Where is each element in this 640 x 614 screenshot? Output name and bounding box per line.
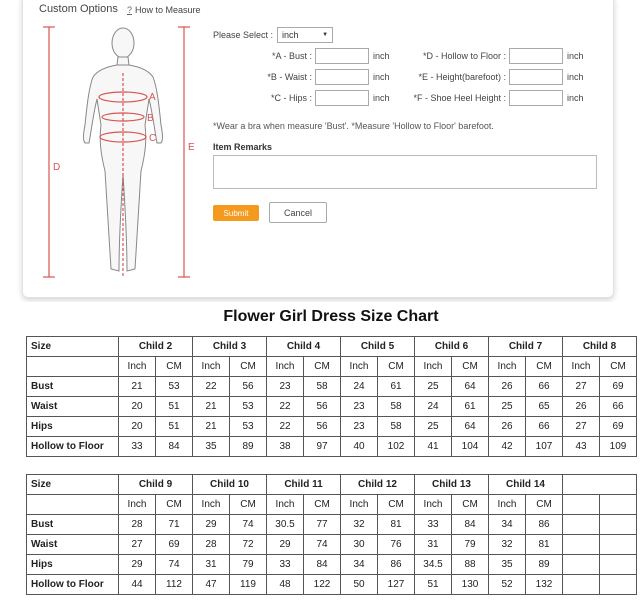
cm-header: CM [304, 495, 341, 515]
cm-header: CM [526, 495, 563, 515]
inch-value: 20 [119, 417, 156, 437]
chevron-down-icon: ▼ [322, 32, 329, 38]
hollow-to-floor-input[interactable] [509, 48, 563, 64]
cm-value: 58 [304, 377, 341, 397]
size-chart-title: Flower Girl Dress Size Chart [223, 308, 439, 325]
table-row [27, 575, 637, 595]
inch-value: 43 [563, 437, 600, 457]
size-name: Child 12 [341, 475, 415, 495]
how-to-measure-link[interactable] [127, 5, 201, 15]
inch-value: 28 [193, 535, 230, 555]
shoe-heel-input[interactable] [509, 90, 563, 106]
shoe-heel-measurement [397, 90, 584, 106]
size-label: Size [27, 475, 119, 495]
inch-value: 26 [563, 397, 600, 417]
size-name: Child 4 [267, 337, 341, 357]
inch-value: 25 [489, 397, 526, 417]
hips-unit: inch [373, 93, 390, 103]
inch-value: 35 [193, 437, 230, 457]
bust-label: *A - Bust : [271, 51, 312, 61]
unit-select-value: inch [282, 30, 299, 40]
hips-measurement [259, 90, 390, 106]
select-label: Please Select : [213, 30, 274, 40]
inch-value: 33 [415, 515, 452, 535]
cm-value: 84 [452, 515, 489, 535]
cm-header: CM [452, 495, 489, 515]
shoe-heel-label: *F - Shoe Heel Height : [413, 93, 506, 103]
cm-value: 61 [378, 377, 415, 397]
inch-value: 29 [193, 515, 230, 535]
cm-value: 51 [156, 397, 193, 417]
inch-header: Inch [341, 357, 378, 377]
custom-options-panel [22, 0, 614, 298]
inch-value: 47 [193, 575, 230, 595]
size-name: Child 7 [489, 337, 563, 357]
cm-value: 58 [378, 397, 415, 417]
size-table-2 [26, 474, 637, 595]
cm-value: 66 [526, 417, 563, 437]
cm-value: 69 [156, 535, 193, 555]
inch-value: 25 [415, 377, 452, 397]
inch-value: 31 [415, 535, 452, 555]
empty-cell [563, 495, 600, 515]
inch-value: 30 [341, 535, 378, 555]
inch-value: 20 [119, 397, 156, 417]
empty-cell [600, 575, 637, 595]
height-label: *E - Height(barefoot) : [418, 72, 506, 82]
size-name: Child 8 [563, 337, 637, 357]
cm-value: 97 [304, 437, 341, 457]
inch-value: 28 [119, 515, 156, 535]
inch-value: 26 [489, 417, 526, 437]
height-input[interactable] [509, 69, 563, 85]
row-label: Bust [27, 377, 119, 397]
inch-value: 33 [119, 437, 156, 457]
empty-cell [27, 357, 119, 377]
row-label: Bust [27, 515, 119, 535]
cancel-button[interactable]: Cancel [269, 202, 327, 223]
size-header-row [27, 337, 637, 357]
inch-header: Inch [415, 357, 452, 377]
inch-value: 51 [415, 575, 452, 595]
cm-value: 69 [600, 377, 637, 397]
cm-value: 112 [156, 575, 193, 595]
inch-value: 23 [341, 397, 378, 417]
row-label: Hollow to Floor [27, 575, 119, 595]
figure-label-d: D [53, 162, 61, 173]
cm-header: CM [378, 495, 415, 515]
inch-value: 34.5 [415, 555, 452, 575]
size-name: Child 5 [341, 337, 415, 357]
cm-value: 71 [156, 515, 193, 535]
cm-value: 86 [378, 555, 415, 575]
cm-value: 61 [452, 397, 489, 417]
inch-value: 22 [267, 417, 304, 437]
cm-value: 53 [156, 377, 193, 397]
inch-value: 29 [267, 535, 304, 555]
cm-value: 56 [304, 397, 341, 417]
inch-header: Inch [119, 495, 156, 515]
size-label: Size [27, 337, 119, 357]
empty-cell [27, 495, 119, 515]
cm-value: 127 [378, 575, 415, 595]
hollow-to-floor-label: *D - Hollow to Floor : [422, 51, 506, 61]
table-row [27, 397, 637, 417]
cm-value: 65 [526, 397, 563, 417]
inch-value: 25 [415, 417, 452, 437]
size-name: Child 3 [193, 337, 267, 357]
figure-label-e: E [188, 142, 195, 153]
inch-value: 35 [489, 555, 526, 575]
cm-header: CM [230, 495, 267, 515]
cm-header: CM [156, 357, 193, 377]
cm-value: 102 [378, 437, 415, 457]
inch-value: 24 [415, 397, 452, 417]
empty-cell [600, 555, 637, 575]
cm-value: 66 [526, 377, 563, 397]
inch-value: 24 [341, 377, 378, 397]
cm-value: 81 [378, 515, 415, 535]
inch-value: 48 [267, 575, 304, 595]
cm-header: CM [230, 357, 267, 377]
inch-header: Inch [119, 357, 156, 377]
inch-value: 34 [341, 555, 378, 575]
cm-value: 122 [304, 575, 341, 595]
unit-select[interactable] [277, 27, 333, 43]
inch-value: 32 [341, 515, 378, 535]
inch-header: Inch [193, 357, 230, 377]
cm-value: 79 [452, 535, 489, 555]
inch-header: Inch [563, 357, 600, 377]
empty-cell [563, 475, 637, 495]
cm-value: 64 [452, 377, 489, 397]
empty-cell [563, 555, 600, 575]
cm-value: 74 [156, 555, 193, 575]
inch-header: Inch [415, 495, 452, 515]
cm-value: 74 [304, 535, 341, 555]
cm-value: 89 [526, 555, 563, 575]
inch-value: 29 [119, 555, 156, 575]
inch-header: Inch [489, 495, 526, 515]
cm-value: 58 [378, 417, 415, 437]
cm-header: CM [526, 357, 563, 377]
size-name: Child 10 [193, 475, 267, 495]
size-name: Child 13 [415, 475, 489, 495]
waist-measurement [259, 69, 390, 85]
height-unit: inch [567, 72, 584, 82]
inch-value: 32 [489, 535, 526, 555]
bust-unit: inch [373, 51, 390, 61]
table-row [27, 377, 637, 397]
inch-value: 42 [489, 437, 526, 457]
table-row [27, 417, 637, 437]
inch-header: Inch [341, 495, 378, 515]
cm-value: 72 [230, 535, 267, 555]
waist-label: *B - Waist : [267, 72, 312, 82]
size-name: Child 9 [119, 475, 193, 495]
how-to-measure-label: How to Measure [135, 5, 201, 15]
cm-value: 84 [304, 555, 341, 575]
empty-cell [600, 535, 637, 555]
height-measurement [397, 69, 584, 85]
inch-value: 21 [119, 377, 156, 397]
cm-value: 109 [600, 437, 637, 457]
inch-value: 22 [267, 397, 304, 417]
inch-header: Inch [267, 495, 304, 515]
shoe-heel-unit: inch [567, 93, 584, 103]
inch-value: 52 [489, 575, 526, 595]
inch-value: 21 [193, 417, 230, 437]
cm-value: 74 [230, 515, 267, 535]
inch-value: 23 [341, 417, 378, 437]
item-remarks-textarea[interactable] [213, 155, 597, 189]
row-label: Hips [27, 417, 119, 437]
cm-value: 89 [230, 437, 267, 457]
cm-value: 107 [526, 437, 563, 457]
cm-value: 79 [230, 555, 267, 575]
cm-value: 56 [230, 377, 267, 397]
cm-value: 56 [304, 417, 341, 437]
cm-header: CM [452, 357, 489, 377]
waist-unit: inch [373, 72, 390, 82]
cm-value: 88 [452, 555, 489, 575]
cm-value: 81 [526, 535, 563, 555]
table-row [27, 515, 637, 535]
size-name: Child 6 [415, 337, 489, 357]
inch-value: 27 [119, 535, 156, 555]
cm-value: 77 [304, 515, 341, 535]
cm-value: 130 [452, 575, 489, 595]
unit-select-row [213, 27, 333, 43]
cm-value: 53 [230, 397, 267, 417]
cm-value: 53 [230, 417, 267, 437]
inch-value: 22 [193, 377, 230, 397]
measure-note: *Wear a bra when measure 'Bust'. *Measure 'Hollow to Floor' barefoot. [213, 121, 494, 131]
inch-header: Inch [267, 357, 304, 377]
empty-cell [563, 535, 600, 555]
size-name: Child 11 [267, 475, 341, 495]
waist-input[interactable] [315, 69, 369, 85]
inch-value: 38 [267, 437, 304, 457]
inch-value: 41 [415, 437, 452, 457]
cm-header: CM [378, 357, 415, 377]
size-name: Child 14 [489, 475, 563, 495]
cm-value: 132 [526, 575, 563, 595]
figure-label-b: B [147, 113, 154, 124]
cm-value: 119 [230, 575, 267, 595]
submit-button[interactable]: Submit [213, 205, 259, 221]
empty-cell [600, 495, 637, 515]
row-label: Waist [27, 535, 119, 555]
row-label: Waist [27, 397, 119, 417]
hips-input[interactable] [315, 90, 369, 106]
figure-label-c: C [149, 133, 157, 144]
size-table-1 [26, 336, 637, 457]
help-icon: ? [127, 5, 133, 15]
size-chart [22, 302, 640, 614]
inch-value: 30.5 [267, 515, 304, 535]
table-row [27, 437, 637, 457]
inch-value: 31 [193, 555, 230, 575]
row-label: Hollow to Floor [27, 437, 119, 457]
inch-value: 26 [489, 377, 526, 397]
cm-value: 104 [452, 437, 489, 457]
cm-value: 66 [600, 397, 637, 417]
table-row [27, 535, 637, 555]
cm-value: 51 [156, 417, 193, 437]
inch-value: 27 [563, 377, 600, 397]
cm-header: CM [156, 495, 193, 515]
inch-value: 33 [267, 555, 304, 575]
size-header-row [27, 475, 637, 495]
cm-value: 76 [378, 535, 415, 555]
inch-header: Inch [489, 357, 526, 377]
cm-header: CM [600, 357, 637, 377]
size-name: Child 2 [119, 337, 193, 357]
inch-value: 40 [341, 437, 378, 457]
cm-value: 86 [526, 515, 563, 535]
inch-value: 23 [267, 377, 304, 397]
inch-value: 44 [119, 575, 156, 595]
body-measurement-figure [39, 25, 199, 281]
empty-cell [563, 575, 600, 595]
cm-value: 84 [156, 437, 193, 457]
hollow-to-floor-unit: inch [567, 51, 584, 61]
unit-header-row [27, 495, 637, 515]
panel-title: Custom Options [39, 3, 118, 15]
empty-cell [563, 515, 600, 535]
inch-value: 50 [341, 575, 378, 595]
figure-label-a: A [149, 92, 156, 103]
inch-value: 34 [489, 515, 526, 535]
hips-label: *C - Hips : [270, 93, 312, 103]
table-row [27, 555, 637, 575]
cm-value: 64 [452, 417, 489, 437]
bust-measurement [259, 48, 390, 64]
empty-cell [600, 515, 637, 535]
inch-value: 27 [563, 417, 600, 437]
cm-header: CM [304, 357, 341, 377]
cm-value: 69 [600, 417, 637, 437]
item-remarks-label: Item Remarks [213, 142, 273, 152]
unit-header-row [27, 357, 637, 377]
bust-input[interactable] [315, 48, 369, 64]
inch-value: 21 [193, 397, 230, 417]
inch-header: Inch [193, 495, 230, 515]
hollow-to-floor-measurement [397, 48, 584, 64]
row-label: Hips [27, 555, 119, 575]
